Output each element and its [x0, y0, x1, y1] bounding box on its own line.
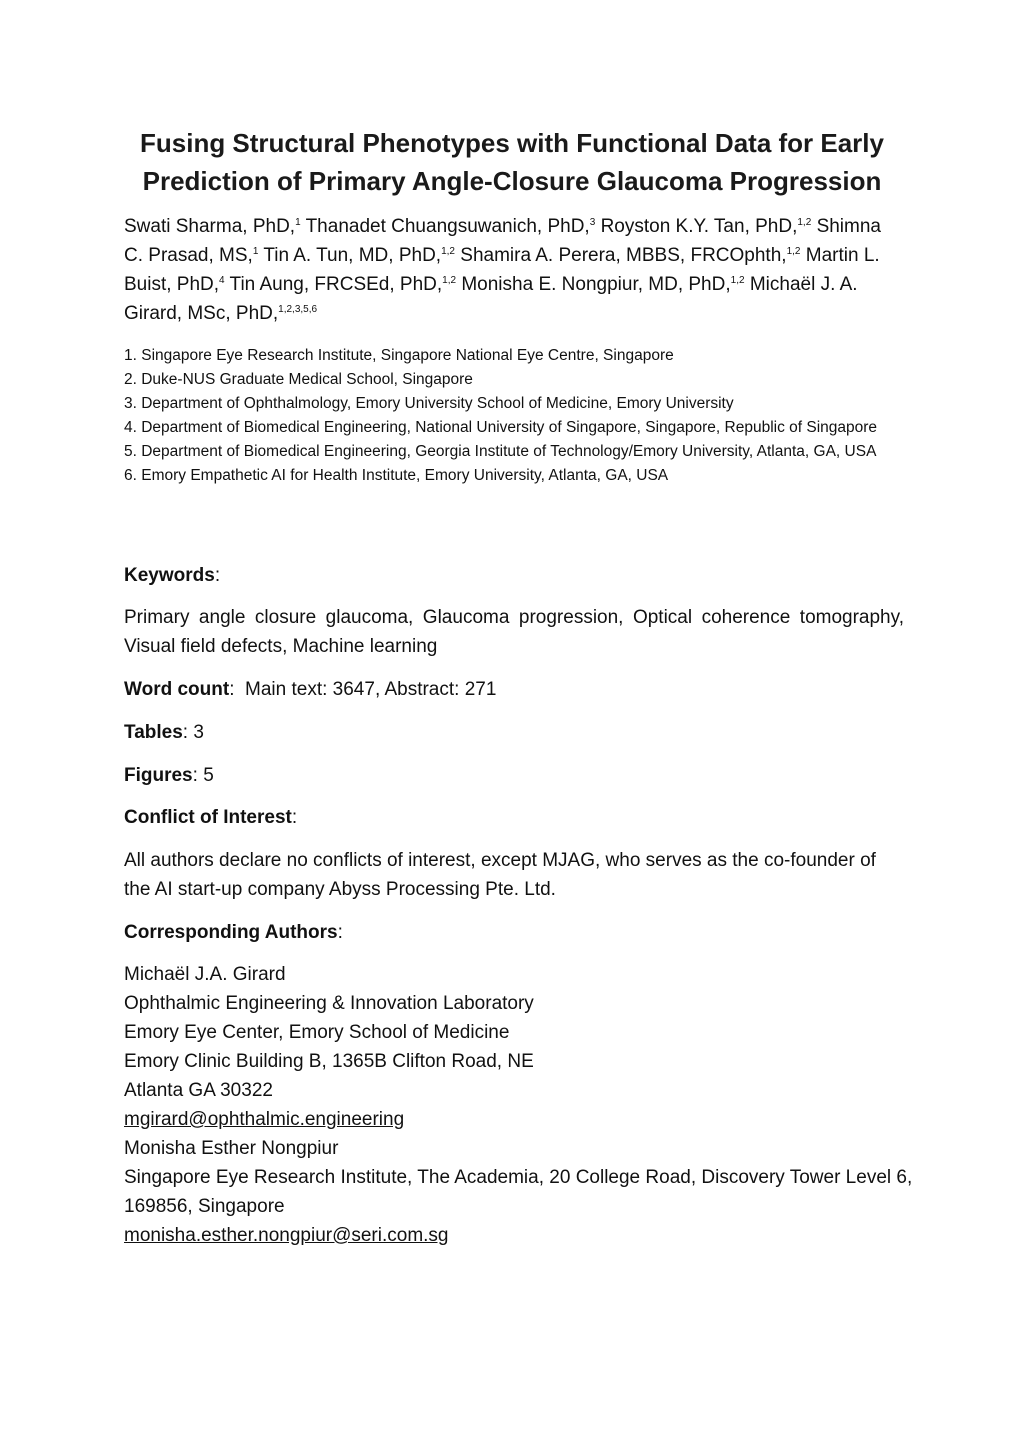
author-name: Thanadet Chuangsuwanich, PhD, — [305, 216, 590, 237]
conflict-text: All authors declare no conflicts of interest, except MJAG, who serves as the co-founder of the AI start-up company Abyss Processing Pte. Ltd. — [124, 850, 876, 900]
author-affiliation-marker: 4 — [219, 275, 225, 286]
affiliation-item: 6. Emory Empathetic AI for Health Institute, Emory University, Atlanta, GA, USA — [124, 467, 669, 484]
corresponding-heading: Corresponding Authors: — [124, 922, 343, 943]
author1-center: Emory Eye Center, Emory School of Medicine — [124, 1022, 510, 1043]
tables-label: Tables — [124, 722, 183, 743]
keywords-label: Keywords — [124, 565, 215, 586]
word-count-label: Word count — [124, 679, 230, 700]
author-name: Swati Sharma, PhD, — [124, 216, 296, 237]
affiliation-list — [124, 344, 914, 488]
author-name: Shamira A. Perera, MBBS, FRCOphth, — [460, 245, 787, 266]
figures-value: 5 — [203, 765, 214, 786]
tables-value: 3 — [193, 722, 204, 743]
figures-label: Figures — [124, 765, 193, 786]
author-name: Martin L. Buist, PhD, — [124, 245, 880, 295]
author-affiliation-marker: 1,2 — [730, 275, 745, 286]
affiliation-item: 2. Duke-NUS Graduate Medical School, Singapore — [124, 371, 473, 388]
author2-email-link[interactable]: monisha.esther.nongpiur@seri.com.sg — [124, 1225, 449, 1246]
author1-building: Emory Clinic Building B, 1365B Clifton Road, NE — [124, 1051, 534, 1072]
title-line-1: Fusing Structural Phenotypes with Functional Data for Early — [140, 128, 884, 158]
author1-name: Michaël J.A. Girard — [124, 964, 286, 985]
author-affiliation-marker: 1 — [252, 246, 259, 257]
author-affiliation-marker: 1,2 — [786, 246, 801, 257]
author2-address: Singapore Eye Research Institute, The Academia, 20 College Road, Discovery Tower Level 6, 169856, Singapore — [124, 1167, 913, 1217]
author-list — [124, 212, 904, 328]
tables-count: Tables: 3 — [124, 722, 204, 743]
author-affiliation-marker: 1,2 — [441, 246, 455, 257]
author-name: Michaël J. A. Girard, MSc, PhD, — [124, 274, 858, 324]
keywords-heading: Keywords: — [124, 565, 221, 586]
author-affiliation-marker: 1 — [295, 217, 301, 228]
author-affiliation-marker: 1,2,3,5,6 — [278, 304, 318, 315]
author-name: Royston K.Y. Tan, PhD, — [600, 216, 798, 237]
author1-email-link[interactable]: mgirard@ophthalmic.engineering — [124, 1109, 405, 1130]
affiliation-item: 1. Singapore Eye Research Institute, Singapore National Eye Centre, Singapore — [124, 347, 674, 364]
author-affiliation-marker: 1,2 — [797, 217, 812, 228]
conflict-heading: Conflict of Interest: — [124, 807, 298, 828]
corresponding-authors-block — [124, 960, 914, 1250]
word-count: Word count: Main text: 3647, Abstract: 271 — [124, 679, 497, 700]
author-name: Monisha E. Nongpiur, MD, PhD, — [461, 274, 731, 295]
figures-count: Figures: 5 — [124, 765, 214, 786]
author-affiliation-marker: 1,2 — [442, 275, 457, 286]
author-name: Tin A. Tun, MD, PhD, — [263, 245, 442, 266]
title-line-2: Prediction of Primary Angle-Closure Glaucoma Progression — [142, 166, 882, 196]
affiliation-item: 4. Department of Biomedical Engineering, National University of Singapore, Singapore, Republic of Singapore — [124, 419, 878, 436]
keywords-text: Primary angle closure glaucoma, Glaucoma progression, Optical coherence tomography, Visual field defects, Machine learning — [124, 607, 904, 657]
conflict-label: Conflict of Interest — [124, 807, 292, 828]
word-count-value: Main text: 3647, Abstract: 271 — [245, 679, 497, 700]
author-name: Tin Aung, FRCSEd, PhD, — [229, 274, 443, 295]
author-name: Shimna C. Prasad, MS, — [124, 216, 881, 266]
author1-lab: Ophthalmic Engineering & Innovation Laboratory — [124, 993, 534, 1014]
corresponding-label: Corresponding Authors — [124, 922, 338, 943]
author1-city: Atlanta GA 30322 — [124, 1080, 273, 1101]
paper-title — [96, 124, 928, 200]
affiliation-item: 3. Department of Ophthalmology, Emory University School of Medicine, Emory University — [124, 395, 734, 412]
author-affiliation-marker: 3 — [589, 217, 596, 228]
affiliation-item: 5. Department of Biomedical Engineering, Georgia Institute of Technology/Emory University, Atlanta, GA, USA — [124, 443, 877, 460]
author2-name: Monisha Esther Nongpiur — [124, 1138, 339, 1159]
